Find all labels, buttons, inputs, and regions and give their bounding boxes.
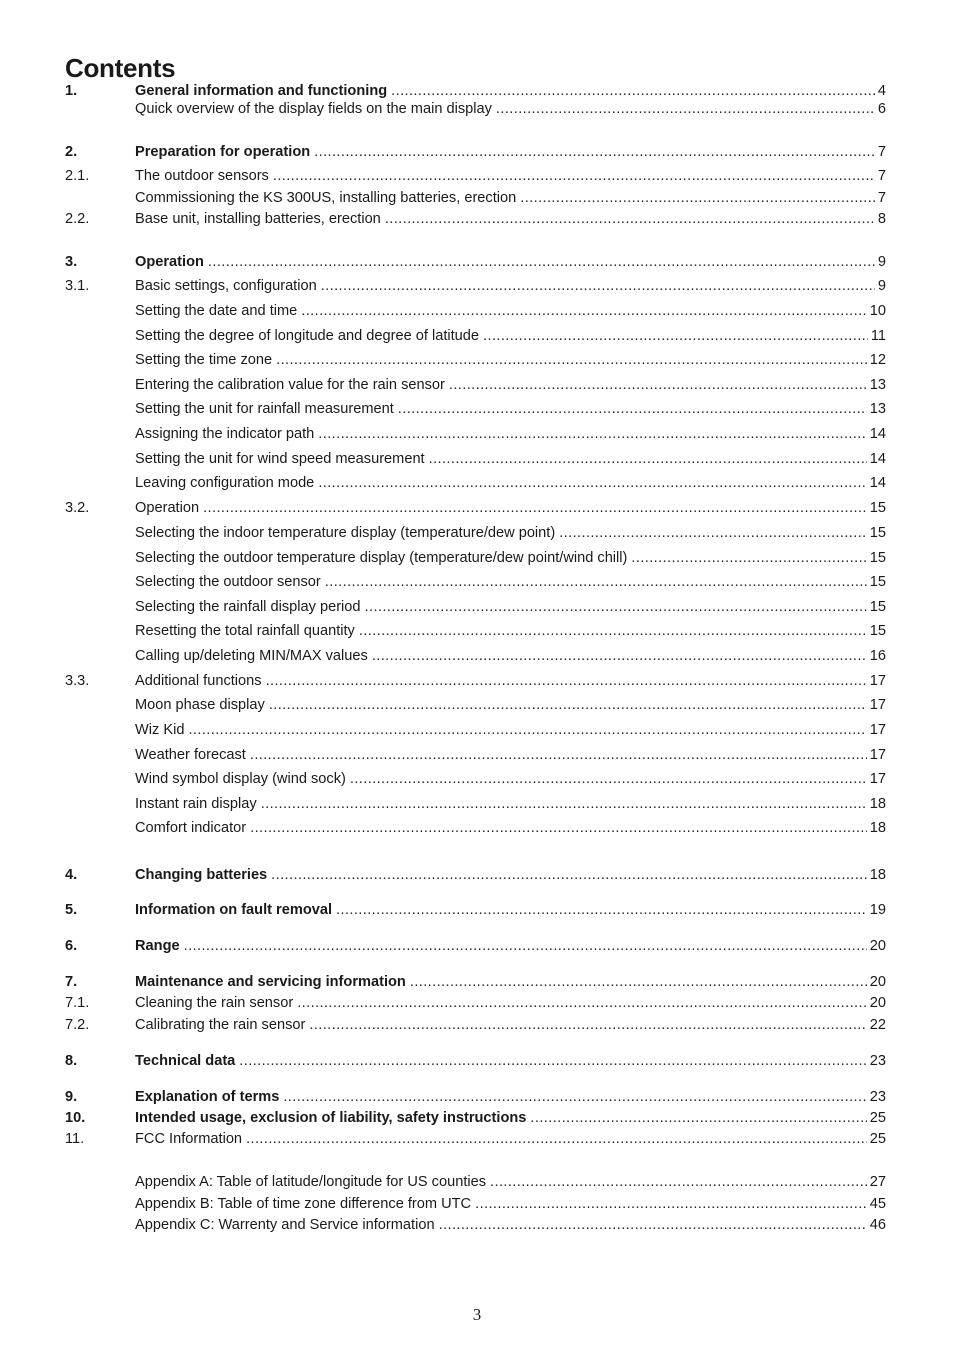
page-number: 3 [472, 1305, 482, 1324]
section-title: Selecting the rainfall display period [135, 599, 361, 615]
section-page-number: 15 [869, 500, 886, 516]
dot-leader [301, 302, 867, 321]
dot-leader [398, 400, 867, 419]
section-page-number: 15 [869, 623, 886, 639]
section-number: 7.2. [65, 1017, 90, 1033]
dot-leader [261, 795, 867, 814]
dot-leader [429, 450, 867, 469]
section-number: 7. [65, 974, 78, 990]
section-title: Weather forecast [135, 747, 246, 763]
section-title: Quick overview of the display fields on the main display [135, 101, 492, 117]
section-title: Changing batteries [135, 867, 268, 883]
section-page-number: 17 [869, 697, 886, 713]
section-number: 6. [65, 938, 78, 954]
toc-entry[interactable] [65, 499, 886, 518]
section-page-number: 6 [877, 101, 886, 117]
toc-entry-body [135, 474, 886, 493]
toc-entry-body [135, 450, 886, 469]
toc-entry-body [135, 1109, 886, 1128]
dot-leader [208, 253, 875, 272]
dot-leader [309, 1016, 866, 1035]
dot-leader [520, 189, 875, 208]
dot-leader [184, 937, 867, 956]
toc-entry-body [135, 1016, 886, 1035]
toc-entry-body [135, 167, 886, 186]
dot-leader [246, 1130, 867, 1149]
toc-entry-body [135, 400, 886, 419]
dot-leader [239, 1052, 866, 1071]
section-title: Entering the calibration value for the rain sensor [135, 377, 445, 393]
section-number: 2.1. [65, 168, 90, 184]
section-page-number: 18 [869, 796, 886, 812]
section-page-number: 16 [869, 648, 886, 664]
section-page-number: 14 [869, 451, 886, 467]
dot-leader [271, 866, 867, 885]
toc-entry-body [135, 1130, 886, 1149]
section-page-number: 25 [869, 1110, 886, 1126]
section-number: 8. [65, 1053, 78, 1069]
section-title: Calibrating the rain sensor [135, 1017, 306, 1033]
table-of-contents [65, 0, 886, 1300]
section-title: Range [135, 938, 180, 954]
toc-entry[interactable] [65, 994, 886, 1013]
section-page-number: 10 [869, 303, 886, 319]
toc-entry[interactable] [65, 901, 886, 920]
section-page-number: 17 [869, 771, 886, 787]
section-title: Cleaning the rain sensor [135, 995, 294, 1011]
toc-entry[interactable] [65, 189, 886, 208]
toc-entry[interactable] [65, 302, 886, 321]
section-page-number: 20 [869, 974, 886, 990]
dot-leader [530, 1109, 866, 1128]
section-title: FCC Information [135, 1131, 243, 1147]
section-title: Selecting the outdoor sensor [135, 574, 321, 590]
toc-entry[interactable] [65, 746, 886, 765]
toc-entry[interactable] [65, 524, 886, 543]
section-number: 2. [65, 144, 78, 160]
toc-entry-body [135, 598, 886, 617]
toc-entry[interactable] [65, 1216, 886, 1235]
toc-entry[interactable] [65, 450, 886, 469]
toc-entry[interactable] [65, 819, 886, 838]
section-page-number: 9 [877, 278, 886, 294]
toc-entry[interactable] [65, 721, 886, 740]
dot-leader [318, 474, 866, 493]
section-number: 3.2. [65, 500, 90, 516]
toc-entry[interactable] [65, 277, 886, 296]
toc-entry-body [135, 647, 886, 666]
toc-entry[interactable] [65, 1195, 886, 1214]
toc-entry-body [135, 302, 886, 321]
toc-entry-body [135, 189, 886, 208]
section-title: Base unit, installing batteries, erection [135, 211, 381, 227]
toc-entry-body [135, 721, 886, 740]
toc-entry-body [135, 866, 886, 885]
section-number: 3.3. [65, 673, 90, 689]
section-page-number: 7 [877, 190, 886, 206]
section-number: 2.2. [65, 211, 90, 227]
toc-entry[interactable] [65, 143, 886, 162]
toc-entry-body [135, 622, 886, 641]
section-title: Leaving configuration mode [135, 475, 315, 491]
dot-leader [410, 973, 867, 992]
section-page-number: 20 [869, 938, 886, 954]
toc-entry-body [135, 499, 886, 518]
toc-entry[interactable] [65, 1088, 886, 1107]
section-title: Information on fault removal [135, 902, 333, 918]
section-page-number: 17 [869, 673, 886, 689]
section-page-number: 17 [869, 722, 886, 738]
section-title: Maintenance and servicing information [135, 974, 406, 990]
section-title: Appendix B: Table of time zone difference from UTC [135, 1196, 472, 1212]
dot-leader [250, 746, 867, 765]
toc-entry[interactable] [65, 82, 886, 101]
toc-entry[interactable] [65, 167, 886, 186]
section-title: Appendix A: Table of latitude/longitude for US counties [135, 1174, 487, 1190]
toc-entry-body [135, 425, 886, 444]
section-page-number: 13 [869, 401, 886, 417]
dot-leader [250, 819, 867, 838]
toc-entry[interactable] [65, 1052, 886, 1071]
section-page-number: 45 [869, 1196, 886, 1212]
toc-entry-body [135, 1173, 886, 1192]
dot-leader [490, 1173, 867, 1192]
dot-leader [318, 425, 866, 444]
dot-leader [269, 696, 867, 715]
toc-entry[interactable] [65, 866, 886, 885]
section-title: Additional functions [135, 673, 262, 689]
toc-entry-body [135, 376, 886, 395]
section-number: 7.1. [65, 995, 90, 1011]
toc-entry[interactable] [65, 573, 886, 592]
toc-entry[interactable] [65, 647, 886, 666]
toc-entry-body [135, 1216, 886, 1235]
section-title: Selecting the outdoor temperature display (temperature/dew point/wind chill) [135, 550, 628, 566]
toc-entry[interactable] [65, 973, 886, 992]
toc-entry-body [135, 573, 886, 592]
section-page-number: 11 [870, 328, 886, 344]
dot-leader [365, 598, 867, 617]
section-page-number: 23 [869, 1089, 886, 1105]
section-title: Appendix C: Warrenty and Service information [135, 1217, 435, 1233]
dot-leader [496, 100, 875, 119]
section-title: Basic settings, configuration [135, 278, 317, 294]
section-page-number: 15 [869, 574, 886, 590]
dot-leader [314, 143, 875, 162]
toc-entry[interactable] [65, 1016, 886, 1035]
dot-leader [559, 524, 867, 543]
section-title: Calling up/deleting MIN/MAX values [135, 648, 368, 664]
toc-entry-body [135, 770, 886, 789]
toc-entry[interactable] [65, 1130, 886, 1149]
section-title: Operation [135, 500, 200, 516]
section-number: 9. [65, 1089, 78, 1105]
section-title: Wiz Kid [135, 722, 185, 738]
section-title: Setting the date and time [135, 303, 298, 319]
toc-entry-body [135, 549, 886, 568]
toc-entry[interactable] [65, 696, 886, 715]
section-title: Commissioning the KS 300US, installing batteries, erection [135, 190, 517, 206]
section-title: Intended usage, exclusion of liability, safety instructions [135, 1110, 527, 1126]
toc-entry-body [135, 253, 886, 272]
dot-leader [483, 327, 868, 346]
toc-entry-body [135, 746, 886, 765]
dot-leader [372, 647, 867, 666]
section-page-number: 14 [869, 475, 886, 491]
section-page-number: 15 [869, 550, 886, 566]
toc-entry-body [135, 937, 886, 956]
toc-entry[interactable] [65, 795, 886, 814]
toc-entry-body [135, 672, 886, 691]
toc-entry-body [135, 327, 886, 346]
dot-leader [439, 1216, 867, 1235]
section-page-number: 19 [869, 902, 886, 918]
dot-leader [391, 82, 875, 101]
section-title: Explanation of terms [135, 1089, 280, 1105]
toc-entry[interactable] [65, 376, 886, 395]
dot-leader [276, 351, 867, 370]
toc-entry-body [135, 100, 886, 119]
toc-entry[interactable] [65, 622, 886, 641]
section-page-number: 18 [869, 820, 886, 836]
section-title: Setting the time zone [135, 352, 273, 368]
section-page-number: 23 [869, 1053, 886, 1069]
section-title: Resetting the total rainfall quantity [135, 623, 355, 639]
toc-entry[interactable] [65, 937, 886, 956]
toc-entry-body [135, 210, 886, 229]
toc-entry[interactable] [65, 474, 886, 493]
section-page-number: 15 [869, 525, 886, 541]
toc-entry[interactable] [65, 210, 886, 229]
toc-entry[interactable] [65, 327, 886, 346]
toc-entry-body [135, 973, 886, 992]
toc-entry-body [135, 1052, 886, 1071]
dot-leader [385, 210, 875, 229]
dot-leader [631, 549, 866, 568]
section-title: General information and functioning [135, 83, 388, 99]
dot-leader [188, 721, 866, 740]
dot-leader [350, 770, 867, 789]
section-title: Selecting the indoor temperature display (temperature/dew point) [135, 525, 556, 541]
toc-entry[interactable] [65, 672, 886, 691]
section-number: 3.1. [65, 278, 90, 294]
section-title: Comfort indicator [135, 820, 247, 836]
section-number: 5. [65, 902, 78, 918]
toc-entry-body [135, 351, 886, 370]
toc-entry[interactable] [65, 400, 886, 419]
section-title: Moon phase display [135, 697, 265, 713]
dot-leader [359, 622, 867, 641]
section-page-number: 22 [869, 1017, 886, 1033]
section-number: 3. [65, 254, 78, 270]
section-page-number: 20 [869, 995, 886, 1011]
toc-entry[interactable] [65, 425, 886, 444]
section-title: Operation [135, 254, 204, 270]
page-title: Contents [65, 53, 176, 83]
section-page-number: 17 [869, 747, 886, 763]
dot-leader [449, 376, 867, 395]
section-page-number: 13 [869, 377, 886, 393]
toc-entry[interactable] [65, 1173, 886, 1192]
section-title: Setting the degree of longitude and degree of latitude [135, 328, 480, 344]
section-page-number: 15 [869, 599, 886, 615]
section-number: 4. [65, 867, 78, 883]
dot-leader [283, 1088, 866, 1107]
toc-entry-body [135, 143, 886, 162]
dot-leader [321, 277, 875, 296]
section-title: Setting the unit for wind speed measurement [135, 451, 425, 467]
section-page-number: 8 [877, 211, 886, 227]
toc-entry-body [135, 819, 886, 838]
toc-entry-body [135, 1088, 886, 1107]
dot-leader [266, 672, 867, 691]
section-title: Wind symbol display (wind sock) [135, 771, 346, 787]
toc-entry-body [135, 82, 886, 101]
section-page-number: 4 [877, 83, 886, 99]
toc-entry[interactable] [65, 770, 886, 789]
section-page-number: 14 [869, 426, 886, 442]
dot-leader [273, 167, 875, 186]
section-number: 10. [65, 1110, 86, 1126]
section-title: Technical data [135, 1053, 236, 1069]
section-title: Preparation for operation [135, 144, 311, 160]
section-page-number: 46 [869, 1217, 886, 1233]
toc-entry[interactable] [65, 549, 886, 568]
toc-entry-body [135, 901, 886, 920]
section-page-number: 27 [869, 1174, 886, 1190]
section-title: Assigning the indicator path [135, 426, 315, 442]
toc-entry-body [135, 1195, 886, 1214]
dot-leader [475, 1195, 867, 1214]
section-number: 1. [65, 83, 78, 99]
toc-entry[interactable] [65, 351, 886, 370]
section-title: Instant rain display [135, 796, 257, 812]
dot-leader [325, 573, 867, 592]
section-page-number: 18 [869, 867, 886, 883]
toc-entry-body [135, 994, 886, 1013]
dot-leader [336, 901, 867, 920]
toc-entry-body [135, 696, 886, 715]
section-page-number: 12 [869, 352, 886, 368]
section-page-number: 7 [877, 168, 886, 184]
section-page-number: 25 [869, 1131, 886, 1147]
section-page-number: 7 [877, 144, 886, 160]
toc-entry[interactable] [65, 100, 886, 119]
dot-leader [297, 994, 867, 1013]
section-number: 11. [65, 1131, 85, 1147]
toc-entry[interactable] [65, 598, 886, 617]
toc-entry-body [135, 277, 886, 296]
toc-entry[interactable] [65, 253, 886, 272]
toc-entry-body [135, 795, 886, 814]
section-page-number: 9 [877, 254, 886, 270]
section-title: The outdoor sensors [135, 168, 269, 184]
dot-leader [203, 499, 867, 518]
toc-entry[interactable] [65, 1109, 886, 1128]
section-title: Setting the unit for rainfall measurement [135, 401, 394, 417]
toc-entry-body [135, 524, 886, 543]
